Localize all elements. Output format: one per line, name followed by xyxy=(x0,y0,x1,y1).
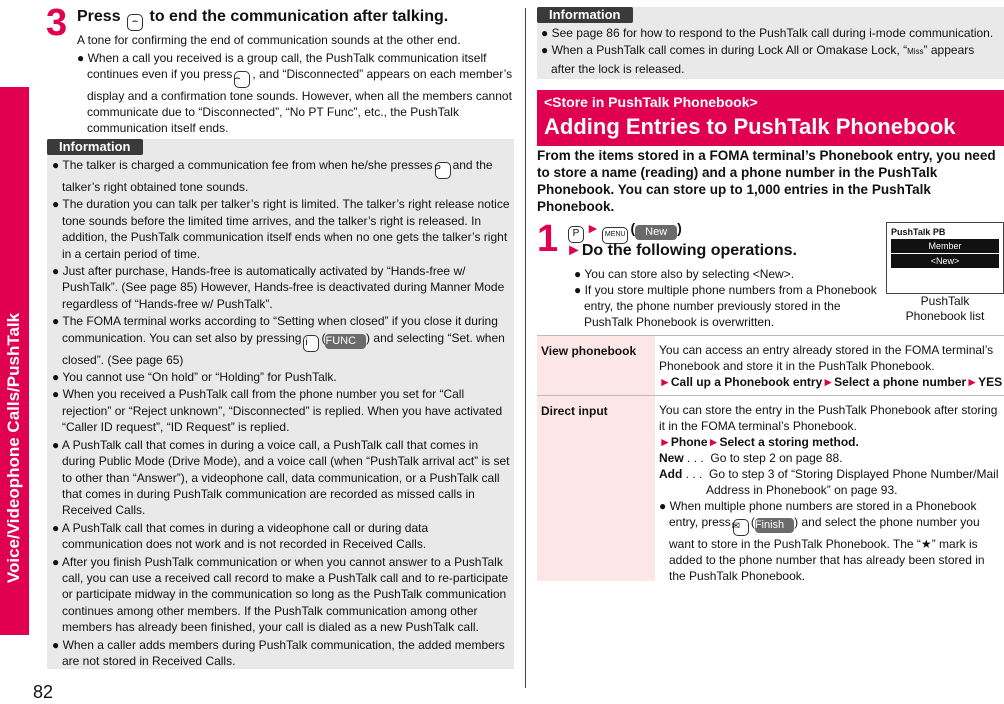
screen-new-item: <New> xyxy=(891,254,999,268)
info-item: ● A PushTalk call that comes in during a videophone call or during data communication does not work and is not recorded in Received Calls. xyxy=(52,520,429,552)
option-label: View phonebook xyxy=(537,336,655,395)
chapter-label: Voice/Videophone Calls/PushTalk xyxy=(4,312,23,584)
information-list xyxy=(541,25,1001,78)
info-item: ● When you received a PushTalk call from the phone number you set for “Call rejection” or “Reject unknown”, “Disconnected” is replied. When you have activated “Caller ID request”, “ID Request” is replied. xyxy=(52,387,503,435)
step-note: ● If you store multiple phone numbers from a Phonebook entry, the phone number previously stored in the PushTalk Phonebook is overwritten. xyxy=(574,283,877,329)
info-item: ● Just after purchase, Hands-free is automatically activated by “Hands-free w/ PushTalk”. (See page 85) However, Hands-free is deactivated during Manner Mode regardless of “Hands-free w/ PushTalk”. xyxy=(52,264,505,311)
screenshot-caption: PushTalk Phonebook list xyxy=(905,294,985,323)
info-item: ● You cannot use “On hold” or “Holding” for PushTalk. xyxy=(52,370,337,385)
info-item: ● See page 86 for how to respond to the PushTalk call during i-mode communication. xyxy=(541,26,994,40)
finish-softkey-icon: Finish xyxy=(755,518,794,533)
info-item: ● The talker is charged a communication fee from when he/she presses P and the talker’s right obtained tone sounds. xyxy=(52,158,493,194)
section-intro: From the items stored in a FOMA terminal’s Phonebook entry, you need to store a name (reading) and a phone number in the PushTalk Phonebook. You can store up to 1,000 entries in the PushTalk Phonebook. xyxy=(537,148,996,214)
step-note: ● You can store also by selecting <New>. xyxy=(574,267,795,281)
step-keys: P ► MENU ( New ) xyxy=(566,220,682,244)
information-tag: Information xyxy=(537,7,633,23)
mail-key-icon: ✉ xyxy=(733,519,749,536)
info-item: ● When a PushTalk call comes in during Lock All or Omakase Lock, “Miss” appears after the lock is released. xyxy=(541,43,975,76)
i-mode-key-icon: i xyxy=(303,335,319,352)
info-item: ● After you finish PushTalk communication or when you cannot answer to a PushTalk call, you can use a received call record to make a PushTalk call and to re-participate or participate midway in the communication so long as the PushTalk communication continues among other members. If the PushTalk communication among other members has already been finished, your call is dialed as a new PushTalk call. xyxy=(52,554,509,635)
option-desc: You can store the entry in the PushTalk Phonebook after storing it in the FOMA terminal’s Phonebook. ►Phone►Select a storing method. New . . . Go to step 2 on page 88. Add . . . Go to step 3 of “Storing Displayed Phone Number/Mail Address in Phonebook” on page 93. ● When multiple phone numbers are stored in a Phonebook entry, press✉ (Finish ) and select the phone number you want to store in the PushTalk Phonebook. The “★” mark is added to the phone number that has already been stored in the PushTalk Phonebook. xyxy=(659,403,999,583)
step-title: ►Do the following operations. xyxy=(566,242,797,259)
table-row xyxy=(537,335,1004,395)
step-notes xyxy=(574,266,879,330)
options-table xyxy=(537,335,1004,581)
push-key-icon: P xyxy=(435,162,451,179)
option-desc: You can access an entry already stored in the FOMA terminal’s Phonebook and store it in the PushTalk Phonebook. ►Call up a Phonebook entry►Select a phone number►YES xyxy=(659,343,1003,389)
information-list xyxy=(52,157,510,670)
section-subtitle: <Store in PushTalk Phonebook> xyxy=(544,94,758,110)
push-key-icon: P xyxy=(568,226,584,243)
step-title: Press ⌢ to end the communication after talking. xyxy=(77,8,448,31)
arrow-icon: ► xyxy=(566,242,582,259)
info-item: ● The duration you can talk per talker’s right is limited. The talker’s right release notice tone sounds before the limited time arrives, and the talker’s right is released. In addition, the PushTalk communication itself ends when no one gets the talker’s right in a certain period of time. xyxy=(52,197,510,261)
missed-call-icon: Miss xyxy=(907,47,924,57)
new-softkey-icon: New xyxy=(635,225,677,240)
info-item: ● When a caller adds members during PushTalk communication, the added members are not stored in Received Calls. xyxy=(52,637,505,668)
end-key-icon: ⌢ xyxy=(234,71,250,88)
arrow-icon: ► xyxy=(586,220,600,236)
column-divider xyxy=(525,8,526,688)
section-header xyxy=(537,90,1004,146)
menu-key-icon: MENU xyxy=(602,227,629,244)
step-text: A tone for confirming the end of communication sounds at the other end. xyxy=(77,33,461,47)
step-body xyxy=(77,32,517,138)
step-number: 1 xyxy=(537,218,559,260)
screen-title: PushTalk PB xyxy=(891,227,946,237)
info-item: ● The FOMA terminal works according to “Setting when closed” if you close it during communication. You can set also by pressing i (FUNC ) and selecting “Set. when closed”. (See page 65) xyxy=(52,314,505,367)
section-title: Adding Entries to PushTalk Phonebook xyxy=(544,114,956,139)
screen-member: Member xyxy=(891,239,999,253)
chapter-side-tab xyxy=(0,87,29,635)
table-row xyxy=(537,395,1004,581)
step-note: ● When a call you received is a group call, the PushTalk communication itself continues even if you press ⌢ , and “Disconnected” appears on each member’s display and a confirmation tone sounds. However, when all the members cannot communicate due to “Disconnected”, “No PT Func”, etc., the PushTalk communication itself ends. xyxy=(77,51,513,135)
phone-screenshot xyxy=(886,222,1004,294)
option-label: Direct input xyxy=(537,396,655,581)
step-number: 3 xyxy=(46,2,68,44)
page-number: 82 xyxy=(33,682,54,702)
info-item: ● A PushTalk call that comes in during a voice call, a PushTalk call that comes in during Public Mode (Drive Mode), and a voice call (when “PushTalk arrival act” is set to other than “Answer”), a videophone call, data communication, or a PushTalk call that comes in during PushTalk communication are recorded as missed calls in Received Calls. xyxy=(52,437,510,518)
information-tag: Information xyxy=(47,139,143,155)
func-softkey-icon: FUNC xyxy=(325,334,366,349)
end-key-icon: ⌢ xyxy=(127,14,143,31)
